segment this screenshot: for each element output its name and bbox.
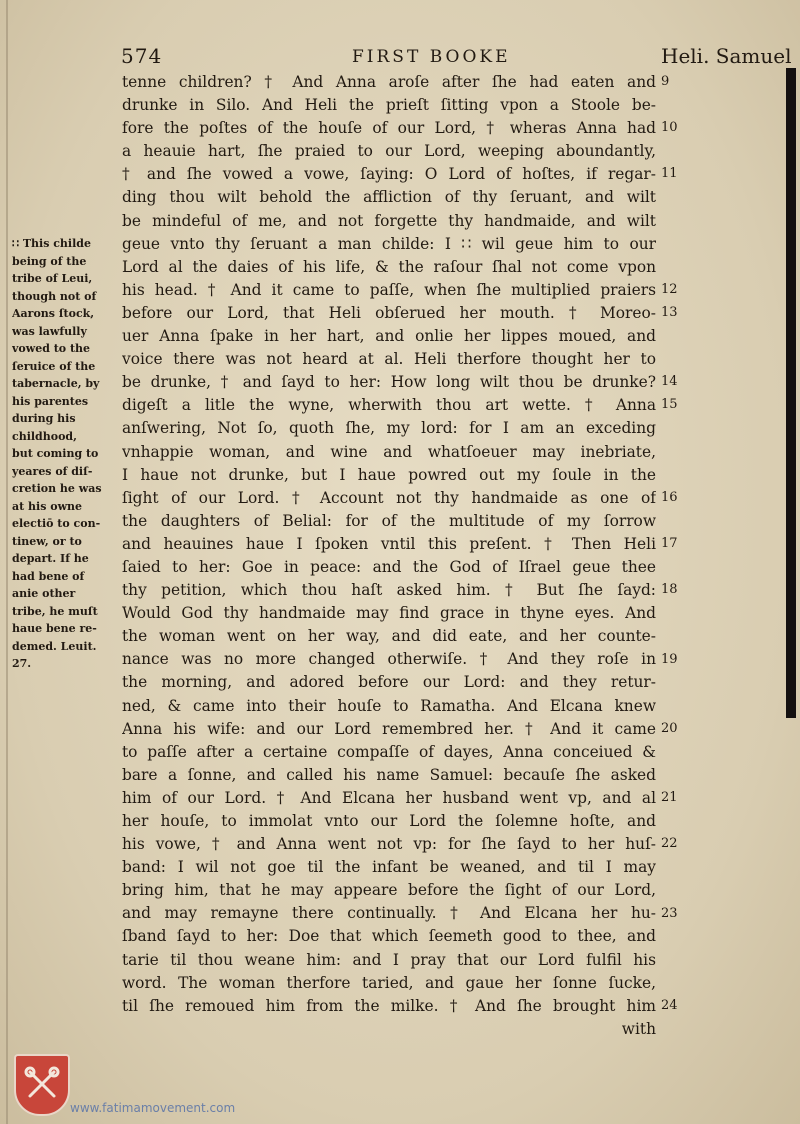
keys-icon: [22, 1064, 62, 1104]
text-line: him of our Lord. † And Elcana her husband went vp, and al: [122, 788, 656, 807]
margin-note-line: electiō to con-: [12, 517, 101, 530]
verse-number: 21: [661, 790, 678, 806]
verse-number: 17: [661, 536, 678, 551]
margin-note-line: depart. If he: [12, 552, 89, 565]
text-line: uer Anna ſpake in her hart, and onlie her lippes moued, and: [122, 327, 656, 346]
text-line: tarie til thou weane him: and I pray that our Lord fulfil his: [122, 950, 656, 969]
margin-note-line: but coming to: [12, 447, 99, 460]
margin-note-line: tribe, he muſt: [12, 604, 98, 618]
text-line: til ſhe remoued him from the milke. † And ſhe brought him: [122, 996, 656, 1015]
verse-number: 19: [661, 651, 678, 667]
verse-number: 15: [661, 397, 678, 413]
text-line: Would God thy handmaide may find grace in thyne eyes. And: [122, 604, 656, 623]
text-line: the woman went on her way, and did eate, and her counte-: [122, 627, 656, 646]
text-line: ding thou wilt behold the affliction of thy ſeruant, and wilt: [122, 188, 656, 207]
text-line: her houſe, to immolat vnto our Lord the ſolemne hoſte, and: [122, 812, 656, 830]
margin-note-line: being of the: [12, 254, 87, 268]
verse-number: 22: [661, 836, 678, 852]
page-number: 574: [121, 44, 163, 68]
margin-note-line: was lawfully: [12, 324, 87, 338]
text-line: to paſſe after a certaine compaſſe of dayes, Anna conceiued &: [122, 742, 656, 761]
text-line: voice there was not heard at al. Heli therfore thought her to: [122, 350, 656, 369]
verse-number: 11: [661, 166, 678, 182]
text-line: geue vnto thy ſeruant a man childe: I ∷ wil geue him to our: [122, 234, 656, 253]
text-line: † and ſhe vowed a vowe, ſaying: O Lord of hoſtes, if regar-: [122, 165, 656, 184]
text-line: and heauines haue I ſpoken vntil this preſent. † Then Heli: [122, 534, 656, 553]
book-title: FIRST BOOKE: [352, 47, 511, 67]
margin-note-line: had bene of: [12, 569, 85, 583]
text-line: ſight of our Lord. † Account not thy handmaide as one of: [122, 488, 656, 507]
text-line: a heauie hart, ſhe praied to our Lord, weeping aboundantly,: [122, 142, 656, 161]
text-line: ſband ſayd to her: Doe that which ſeemeth good to thee, and: [122, 927, 656, 946]
text-line: Lord al the daies of his life, & the raſour ſhal not come vpon: [122, 257, 656, 276]
margin-note-line: 27.: [12, 657, 32, 670]
text-line: vnhappie woman, and wine and whatſoeuer may inebriate,: [122, 442, 656, 461]
text-line: ſaied to her: Goe in peace: and the God of Iſrael geue thee: [122, 557, 656, 576]
text-line: and may remayne there continually. † And Elcana her hu-: [122, 904, 656, 923]
margin-note-line: ſeruice of the: [12, 359, 96, 373]
text-line: Anna his wife: and our Lord remembred her. † And it came: [122, 719, 656, 738]
text-line: before our Lord, that Heli obſerued her mouth. † Moreo-: [122, 303, 656, 322]
site-logo[interactable]: [14, 1054, 70, 1116]
margin-note: [12, 235, 120, 673]
gutter-shadow: [6, 0, 8, 1124]
text-line: band: I wil not goe til the infant be weaned, and til I may: [122, 858, 656, 877]
text-line: the morning, and adored before our Lord: and they retur-: [122, 673, 656, 692]
text-line: his head. † And it came to paſſe, when ſhe multiplied praiers: [122, 280, 656, 299]
verse-number: 24: [661, 998, 678, 1013]
margin-note-line: at his owne: [12, 499, 83, 513]
margin-note-line: tribe of Leui,: [12, 272, 93, 285]
text-line: bring him, that he may appeare before the ſight of our Lord,: [122, 881, 656, 900]
text-line: I haue not drunke, but I haue powred out my ſoule in the: [122, 465, 656, 484]
text-line: ned, & came into their houſe to Ramatha. And Elcana knew: [122, 696, 656, 715]
text-line: nance was no more changed otherwiſe. † And they roſe in: [122, 650, 656, 669]
text-line: anſwering, Not ſo, quoth ſhe, my lord: for I am an exceding: [122, 419, 656, 438]
verse-number: 10: [661, 120, 678, 136]
text-line: tenne children? † And Anna aroſe after ſhe had eaten and: [122, 73, 656, 91]
text-line: the daughters of Belial: for of the multitude of my ſorrow: [122, 511, 656, 530]
margin-note-line: Aarons ſtock,: [12, 307, 95, 320]
text-line: fore the poſtes of the houſe of our Lord, † wheras Anna had: [122, 119, 656, 138]
verse-number: 20: [661, 720, 678, 736]
verse-number: 14: [661, 374, 678, 390]
text-line: digeſt a litle the wyne, wherwith thou art wette. † Anna: [122, 396, 656, 415]
margin-note-line: ∷ This childe: [12, 237, 91, 250]
margin-note-line: cretion he was: [12, 482, 102, 495]
vertical-rule: [786, 68, 796, 718]
margin-note-line: anie other: [12, 587, 76, 600]
margin-note-line: haue bene re-: [12, 622, 97, 635]
text-line: his vowe, † and Anna went not vp: for ſhe ſayd to her huſ-: [122, 835, 656, 854]
running-head: Heli. Samuel: [661, 44, 792, 68]
margin-note-line: tinew, or to: [12, 534, 82, 548]
site-url-link[interactable]: www.fatimamovement.com: [70, 1101, 236, 1115]
margin-note-line: demed. Leuit.: [12, 639, 97, 653]
margin-note-line: though not of: [12, 289, 97, 303]
verse-number: 16: [661, 489, 678, 505]
margin-note-line: vowed to the: [12, 342, 91, 355]
verse-number: 12: [661, 281, 678, 297]
text-line: bare a ſonne, and called his name Samuel: becauſe ſhe asked: [122, 765, 656, 784]
text-line: thy petition, which thou haſt asked him. † But ſhe ſayd:: [122, 581, 656, 600]
verse-number: 13: [661, 305, 678, 320]
text-line: with: [621, 1019, 656, 1038]
verse-number: 23: [661, 905, 678, 921]
margin-note-line: during his: [12, 412, 76, 425]
margin-note-line: his parentes: [12, 394, 89, 408]
verse-number: 9: [661, 74, 670, 89]
margin-note-line: tabernacle, by: [12, 377, 100, 390]
margin-note-line: yeares of diſ-: [12, 464, 93, 478]
margin-note-line: childhood,: [12, 429, 77, 443]
body-text: [122, 71, 656, 1041]
text-line: be mindeful of me, and not forgette thy handmaide, and wilt: [122, 211, 656, 230]
verse-number: 18: [661, 582, 678, 598]
page-header: [0, 44, 800, 74]
text-line: be drunke, † and ſayd to her: How long wilt thou be drunke?: [122, 373, 656, 392]
text-line: word. The woman therfore taried, and gaue her ſonne ſucke,: [122, 973, 656, 992]
text-line: drunke in Silo. And Heli the prieſt ſitting vpon a Stoole be-: [122, 96, 656, 115]
